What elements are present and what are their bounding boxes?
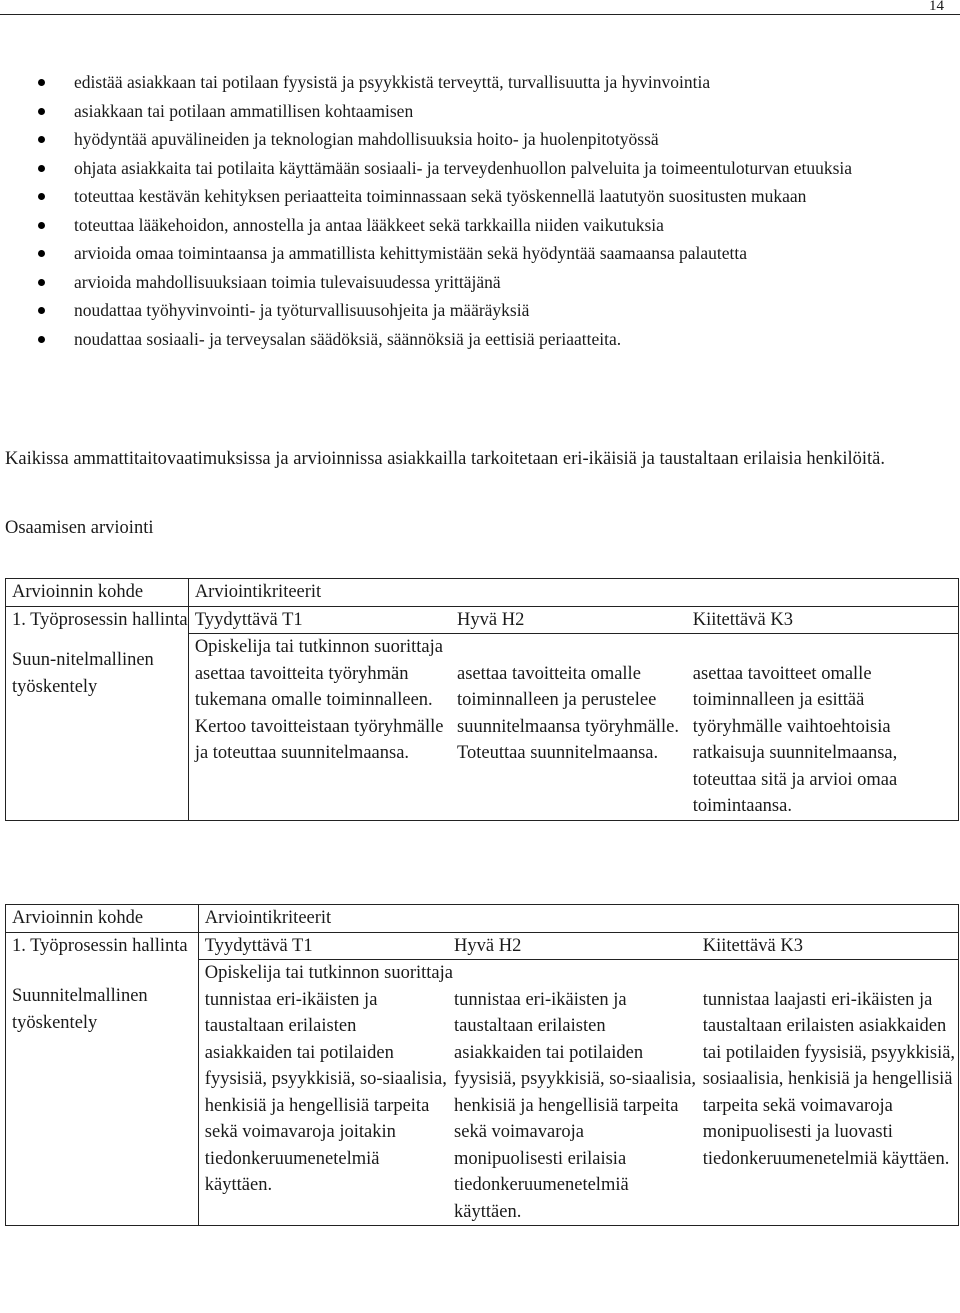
level-good: Hyvä H2 xyxy=(451,606,687,634)
criteria-table-1 xyxy=(5,578,959,821)
list-item: toteuttaa kestävän kehityksen periaatteita toiminnassaan sekä työskennellä laatutyön suositusten mukaan xyxy=(0,182,960,211)
list-item: noudattaa työhyvinvointi- ja työturvallisuusohjeita ja määräyksiä xyxy=(0,296,960,325)
criteria-cell: tunnistaa eri-ikäisten ja taustaltaan erilaisten asiakkaiden tai potilaiden fyysisiä, psyykkisiä, so-siaalisia, henkisiä ja hengellisiä tarpeita sekä voimavaroja joitakin tiedonkeruumenetelmiä käyttäen. xyxy=(204,989,447,1195)
table-row xyxy=(6,932,959,960)
criteria-cell: asettaa tavoitteita työryhmän tukemana omalle toiminnalleen. Kertoo tavoitteistaan työryhmälle ja toteuttaa suunnitelmaansa. xyxy=(194,663,444,763)
level-excellent: Kiitettävä K3 xyxy=(697,932,959,960)
criteria-cell: asettaa tavoitteet omalle toiminnalleen ja esittää työryhmälle vaihtoehtoisia ratkaisuja suunnitelmaansa, toteuttaa sitä ja arvioi omaa toimintaansa. xyxy=(692,663,898,816)
section-heading: Osaamisen arviointi xyxy=(5,518,154,538)
level-good: Hyvä H2 xyxy=(448,932,697,960)
target-header: Arvioinnin kohde xyxy=(6,905,199,933)
header-rule xyxy=(0,14,960,15)
criteria-header: Arviointikriteerit xyxy=(198,905,958,933)
criteria-header: Arviointikriteerit xyxy=(188,579,958,607)
list-item: noudattaa sosiaali- ja terveysalan säädöksiä, säännöksiä ja eettisiä periaatteita. xyxy=(0,325,960,354)
bullet-icon xyxy=(38,250,45,257)
list-item: hyödyntää apuvälineiden ja teknologian mahdollisuuksia hoito- ja huolenpitotyössä xyxy=(0,125,960,154)
target-main: 1. Työprosessin hallinta xyxy=(12,609,188,630)
bullet-icon xyxy=(38,222,45,229)
list-item: arvioida mahdollisuuksiaan toimia tulevaisuudessa yrittäjänä xyxy=(0,268,960,297)
target-header: Arvioinnin kohde xyxy=(6,579,189,607)
list-item: asiakkaan tai potilaan ammatillisen kohtaamisen xyxy=(0,97,960,126)
bullet-icon xyxy=(38,307,45,314)
target-sub: Suun-nitelmallinen työskentely xyxy=(12,650,154,697)
criteria-table-2 xyxy=(5,904,959,1226)
level-satisfactory: Tyydyttävä T1 xyxy=(188,606,451,634)
bullet-icon xyxy=(38,279,45,286)
page-number: 14 xyxy=(929,0,944,14)
criteria-cell: tunnistaa eri-ikäisten ja taustaltaan erilaisten asiakkaiden tai potilaiden fyysisiä, psyykkisiä, so-siaalisia, henkisiä ja hengellisiä tarpeita sekä voimavaroja monipuolisesti erilaisia tiedonkeruumenetelmiä käyttäen. xyxy=(454,989,697,1222)
list-item: arvioida omaa toimintaansa ja ammatillista kehittymistään sekä hyödyntää saamaansa palautetta xyxy=(0,239,960,268)
list-item: edistää asiakkaan tai potilaan fyysistä ja psyykkistä terveyttä, turvallisuutta ja hyvinvointia xyxy=(0,68,960,97)
list-item: toteuttaa lääkehoidon, annostella ja antaa lääkkeet sekä tarkkailla niiden vaikutuksia xyxy=(0,211,960,240)
list-item: ohjata asiakkaita tai potilaita käyttämään sosiaali- ja terveydenhuollon palveluita ja toimeentuloturvan etuuksia xyxy=(0,154,960,183)
assessment-target-cell xyxy=(6,606,189,820)
table-header-row xyxy=(6,905,959,933)
criteria-cell: tunnistaa laajasti eri-ikäisten ja taustaltaan erilaisten asiakkaiden tai potilaiden fyysisiä, psyykkisiä, sosiaalisia, henkisiä ja hengellisiä tarpeita sekä voimavaroja monipuolisesti ja luovasti tiedonkeruumenetelmiä käyttäen. xyxy=(702,989,956,1169)
bullet-icon xyxy=(38,108,45,115)
bullet-icon xyxy=(38,136,45,143)
level-satisfactory: Tyydyttävä T1 xyxy=(198,932,448,960)
target-main: 1. Työprosessin hallinta xyxy=(12,935,188,956)
criteria-subheader: Opiskelija tai tutkinnon suorittaja xyxy=(204,963,453,983)
bullet-icon xyxy=(38,165,45,172)
table-row xyxy=(6,606,959,634)
bullet-icon xyxy=(38,79,45,86)
table-header-row xyxy=(6,579,959,607)
criteria-cell: asettaa tavoitteita omalle toiminnalleen ja perustelee suunnitelmaansa työryhmälle. Toteuttaa suunnitelmaansa. xyxy=(457,663,679,763)
bullet-icon xyxy=(38,336,45,343)
intro-paragraph: Kaikissa ammattitaitovaatimuksissa ja arvioinnissa asiakkailla tarkoitetaan eri-ikäisiä ja taustaltaan erilaisia henkilöitä. xyxy=(5,449,886,469)
bullet-icon xyxy=(38,193,45,200)
level-excellent: Kiitettävä K3 xyxy=(687,606,959,634)
criteria-subheader: Opiskelija tai tutkinnon suorittaja xyxy=(194,637,443,657)
competence-list xyxy=(0,68,960,353)
target-sub: Suunnitelmallinen työskentely xyxy=(12,986,148,1033)
assessment-target-cell xyxy=(6,932,199,1226)
